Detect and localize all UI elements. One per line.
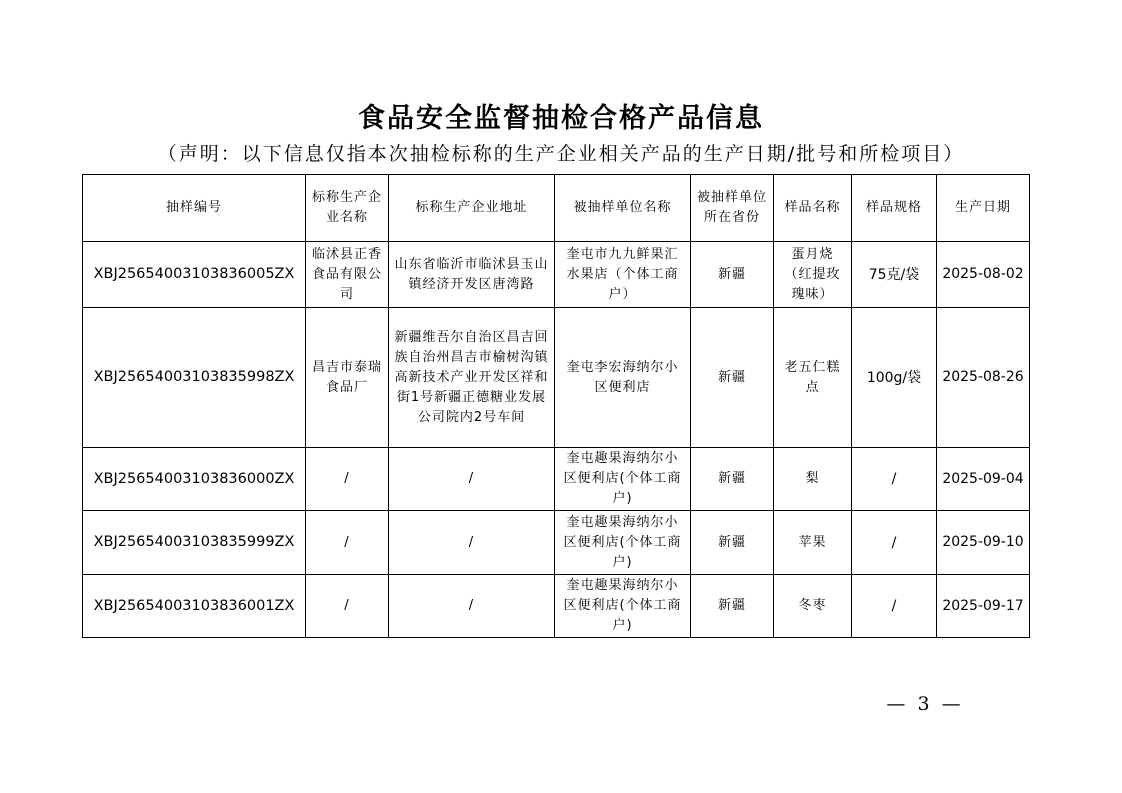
cell-sample-spec: 100g/袋 xyxy=(852,308,937,448)
cell-sampled-province: 新疆 xyxy=(691,242,774,308)
cell-production-date: 2025-09-17 xyxy=(937,575,1030,638)
disclaimer-subtitle: （声明：以下信息仅指本次抽检标称的生产企业相关产品的生产日期/批号和所检项目） xyxy=(157,143,965,165)
cell-sampled-unit: 奎屯李宏海纳尔小区便利店 xyxy=(555,308,691,448)
cell-production-date: 2025-09-10 xyxy=(937,511,1030,575)
cell-sampled-province: 新疆 xyxy=(691,308,774,448)
cell-manufacturer-address: / xyxy=(389,575,555,638)
page-number: — 3 — xyxy=(886,693,964,715)
cell-sample-id: XBJ25654003103835999ZX xyxy=(83,511,306,575)
cell-sample-id: XBJ25654003103836005ZX xyxy=(83,242,306,308)
inspection-results-table xyxy=(82,174,1030,638)
cell-sample-id: XBJ25654003103835998ZX xyxy=(83,308,306,448)
cell-sample-id: XBJ25654003103836000ZX xyxy=(83,448,306,511)
cell-sampled-province: 新疆 xyxy=(691,575,774,638)
header-manufacturer-address: 标称生产企业地址 xyxy=(389,175,555,242)
cell-manufacturer-address: / xyxy=(389,448,555,511)
header-manufacturer-name: 标称生产企业名称 xyxy=(306,175,389,242)
cell-sample-id: XBJ25654003103836001ZX xyxy=(83,575,306,638)
cell-production-date: 2025-09-04 xyxy=(937,448,1030,511)
cell-sampled-province: 新疆 xyxy=(691,511,774,575)
cell-production-date: 2025-08-02 xyxy=(937,242,1030,308)
cell-production-date: 2025-08-26 xyxy=(937,308,1030,448)
cell-sample-name: 苹果 xyxy=(774,511,852,575)
table-row xyxy=(83,242,1030,308)
header-sample-spec: 样品规格 xyxy=(852,175,937,242)
header-sampled-unit: 被抽样单位名称 xyxy=(555,175,691,242)
page-title: 食品安全监督抽检合格产品信息 xyxy=(358,103,764,134)
cell-sample-name: 老五仁糕点 xyxy=(774,308,852,448)
header-sample-name: 样品名称 xyxy=(774,175,852,242)
cell-manufacturer-name: 昌吉市泰瑞食品厂 xyxy=(306,308,389,448)
header-sample-id: 抽样编号 xyxy=(83,175,306,242)
cell-sample-name: 冬枣 xyxy=(774,575,852,638)
cell-sample-spec: 75克/袋 xyxy=(852,242,937,308)
cell-sample-spec: / xyxy=(852,448,937,511)
cell-manufacturer-address: 山东省临沂市临沭县玉山镇经济开发区唐湾路 xyxy=(389,242,555,308)
cell-manufacturer-name: 临沭县正香食品有限公司 xyxy=(306,242,389,308)
cell-sample-name: 梨 xyxy=(774,448,852,511)
cell-sample-spec: / xyxy=(852,511,937,575)
cell-sampled-unit: 奎屯趣果海纳尔小区便利店(个体工商户) xyxy=(555,448,691,511)
cell-sampled-unit: 奎屯趣果海纳尔小区便利店(个体工商户) xyxy=(555,575,691,638)
cell-sampled-unit: 奎屯市九九鲜果汇水果店（个体工商户） xyxy=(555,242,691,308)
cell-manufacturer-address: / xyxy=(389,511,555,575)
cell-sampled-province: 新疆 xyxy=(691,448,774,511)
cell-sample-name: 蛋月烧（红提玫瑰味） xyxy=(774,242,852,308)
table-row xyxy=(83,575,1030,638)
cell-sampled-unit: 奎屯趣果海纳尔小区便利店(个体工商户) xyxy=(555,511,691,575)
table-row xyxy=(83,448,1030,511)
cell-manufacturer-name: / xyxy=(306,511,389,575)
table-header-row xyxy=(83,175,1030,242)
cell-sample-spec: / xyxy=(852,575,937,638)
table-row xyxy=(83,308,1030,448)
cell-manufacturer-name: / xyxy=(306,448,389,511)
cell-manufacturer-address: 新疆维吾尔自治区昌吉回族自治州昌吉市榆树沟镇高新技术产业开发区祥和街1号新疆正德糖业发展公司院内2号车间 xyxy=(389,308,555,448)
table-row xyxy=(83,511,1030,575)
cell-manufacturer-name: / xyxy=(306,575,389,638)
header-production-date: 生产日期 xyxy=(937,175,1030,242)
header-sampled-province: 被抽样单位所在省份 xyxy=(691,175,774,242)
